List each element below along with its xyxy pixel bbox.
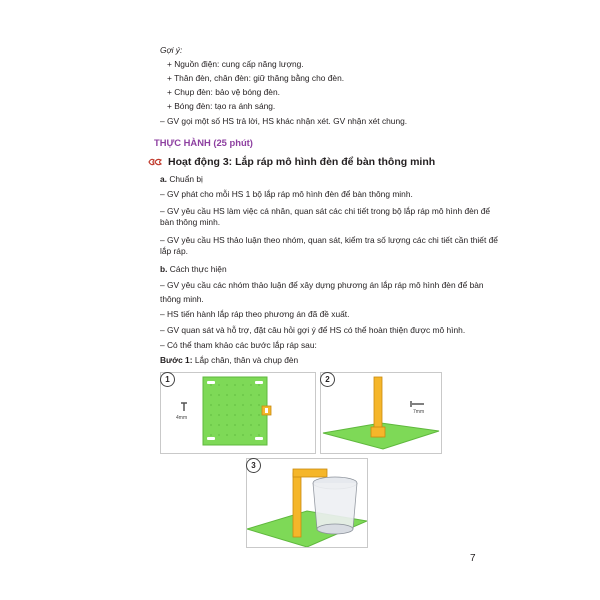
step1-heading — [160, 355, 298, 366]
prep-heading-text: Chuẩn bị — [169, 174, 203, 184]
method-heading — [160, 264, 227, 275]
method-heading-text: Cách thực hiện — [169, 264, 227, 274]
prep-line: – GV yêu cầu HS thảo luận theo nhóm, quan sát, kiểm tra số lượng các chi tiết cần thiết để lắp ráp. — [160, 235, 498, 256]
method-line: – Có thể tham khảo các bước lắp ráp sau: — [160, 340, 317, 350]
hint-bullet: + Nguồn điện: cung cấp năng lượng. — [167, 59, 304, 69]
prep-label: a. — [160, 174, 167, 184]
prep-line: – GV yêu cầu HS làm việc cá nhân, quan sát các chi tiết trong bộ lắp ráp mô hình đèn để bàn thông minh. — [160, 206, 491, 227]
hint-bullet: + Chụp đèn: bảo vệ bóng đèn. — [167, 87, 280, 97]
step-badge: 2 — [320, 372, 335, 387]
assembly-figure-1 — [160, 372, 316, 454]
method-line: – GV quan sát và hỗ trợ, đặt câu hỏi gợi ý để HS có thể hoàn thiện được mô hình. — [160, 325, 466, 335]
activity-title: Hoạt động 3: Lắp ráp mô hình đèn để bàn thông minh — [168, 156, 436, 168]
activity-heading — [148, 156, 435, 168]
step1-text: Lắp chân, thân và chụp đèn — [194, 355, 299, 365]
step-badge: 1 — [160, 372, 175, 387]
hint-conclusion: – GV gọi một số HS trả lời, HS khác nhận xét. GV nhận xét chung. — [160, 116, 408, 126]
hint-bullet: + Thân đèn, chân đèn: giữ thăng bằng cho đèn. — [167, 73, 345, 83]
prep-line: – GV phát cho mỗi HS 1 bộ lắp ráp mô hình đèn để bàn thông minh. — [160, 189, 413, 199]
page-number: 7 — [470, 553, 476, 564]
lamp-shade-illustration — [247, 459, 367, 547]
section-title: THỰC HÀNH (25 phút) — [154, 137, 253, 148]
method-label: b. — [160, 264, 168, 274]
base-plate-illustration — [161, 373, 315, 453]
assembly-figure-3 — [246, 458, 368, 548]
method-line: – HS tiến hành lắp ráp theo phương án đã đề xuất. — [160, 309, 350, 319]
screw-size-label: 4mm — [176, 415, 188, 421]
prep-heading — [160, 174, 203, 185]
activity-icon — [148, 157, 162, 167]
assembly-figure-2 — [320, 372, 442, 454]
step1-label: Bước 1: — [160, 355, 193, 365]
hint-title: Gợi ý: — [160, 45, 183, 55]
step-badge: 3 — [246, 458, 261, 473]
hint-bullet: + Bóng đèn: tạo ra ánh sáng. — [167, 101, 276, 111]
screw-size-label: 7mm — [413, 409, 425, 415]
method-line: – GV yêu cầu các nhóm thảo luận để xây dựng phương án lắp ráp mô hình đèn để bàn thông minh. — [160, 280, 484, 304]
